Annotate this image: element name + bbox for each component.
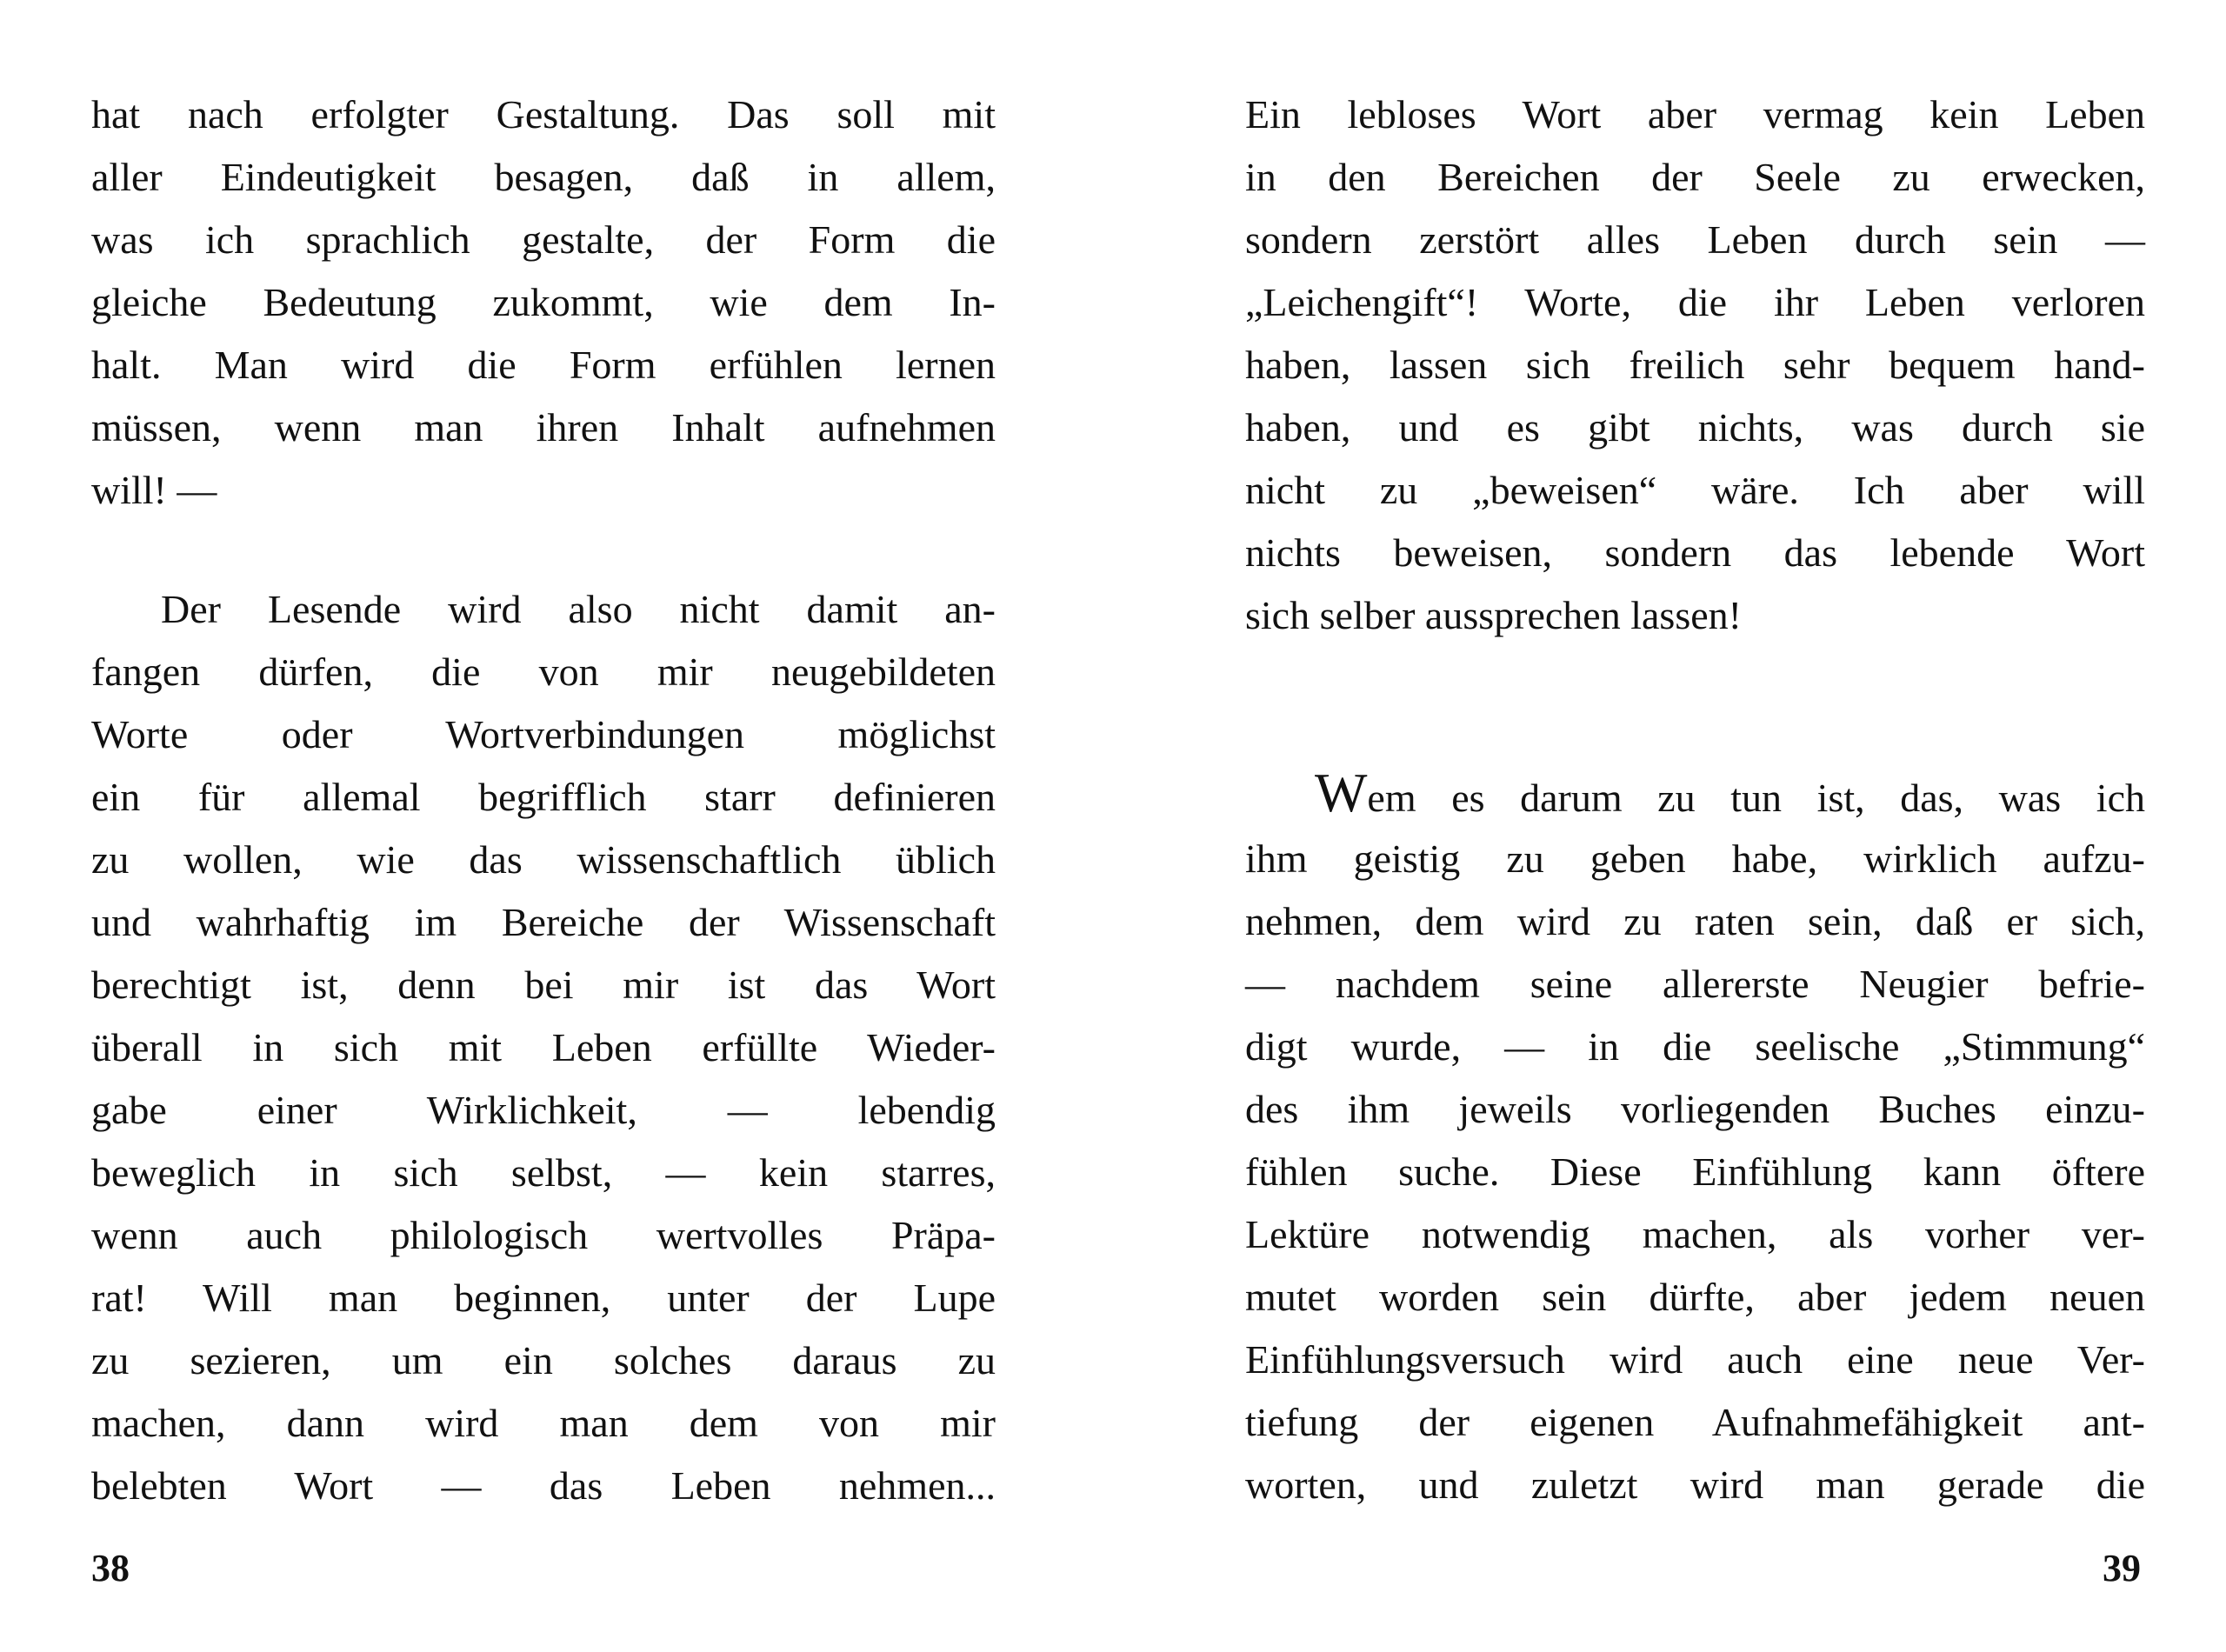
text-line: Lektüre notwendig machen, als vorher ver-: [1245, 1212, 2145, 1256]
text-line: zu wollen, wie das wissenschaftlich üblich: [91, 837, 996, 882]
text-line: digt wurde, — in die seelische „Stimmung“: [1245, 1024, 2145, 1069]
text-line: haben, lassen sich freilich sehr bequem hand-: [1245, 343, 2145, 387]
text-line: worten, und zuletzt wird man gerade die: [1245, 1462, 2145, 1507]
text-line: hat nach erfolgter Gestaltung. Das soll mit: [91, 92, 996, 137]
right-paragraph-2: [1245, 762, 2145, 1516]
text-line: nehmen, dem wird zu raten sein, daß er sich,: [1245, 899, 2145, 943]
text-line: ein für allemal begrifflich starr definieren: [91, 775, 996, 819]
text-line: berechtigt ist, denn bei mir ist das Wort: [91, 963, 996, 1007]
text-line: was ich sprachlich gestalte, der Form die: [91, 217, 996, 262]
drop-cap: W: [1315, 762, 1368, 823]
text-line: rat! Will man beginnen, unter der Lupe: [91, 1276, 996, 1320]
text-line: [1245, 762, 2145, 828]
text-line: Der Lesende wird also nicht damit an-: [161, 587, 996, 631]
text-line: Worte oder Wortverbindungen möglichst: [91, 712, 996, 756]
left-paragraph-2: [91, 578, 996, 1517]
text-line: nicht zu „beweisen“ wäre. Ich aber will: [1245, 468, 2145, 512]
left-paragraph-1: [91, 83, 996, 522]
text-line: Einfühlungsversuch wird auch eine neue Ver-: [1245, 1337, 2145, 1382]
text-line: belebten Wort — das Leben nehmen...: [91, 1463, 996, 1508]
text-line: sondern zerstört alles Leben durch sein —: [1245, 217, 2145, 262]
page-number-left: 38: [91, 1547, 130, 1589]
text-line: fangen dürfen, die von mir neugebildeten: [91, 649, 996, 694]
text-line: des ihm jeweils vorliegenden Buches einzu-: [1245, 1087, 2145, 1131]
text-line: überall in sich mit Leben erfüllte Wieder-: [91, 1025, 996, 1069]
text-line: gabe einer Wirklichkeit, — lebendig: [91, 1088, 996, 1132]
text-line: zu sezieren, um ein solches daraus zu: [91, 1338, 996, 1382]
text-line: müssen, wenn man ihren Inhalt aufnehmen: [91, 405, 996, 450]
text-line: beweglich in sich selbst, — kein starres,: [91, 1150, 996, 1195]
text-line: aller Eindeutigkeit besagen, daß in allem,: [91, 155, 996, 199]
text-line: ihm geistig zu geben habe, wirklich aufzu-: [1245, 836, 2145, 881]
text-line: in den Bereichen der Seele zu erwecken,: [1245, 155, 2145, 199]
text-line: mutet worden sein dürfte, aber jedem neuen: [1245, 1275, 2145, 1319]
page-number-right: 39: [2103, 1547, 2141, 1589]
text-line: tiefung der eigenen Aufnahmefähigkeit ant-: [1245, 1400, 2145, 1444]
text-line: haben, und es gibt nichts, was durch sie: [1245, 405, 2145, 450]
text-line: gleiche Bedeutung zukommt, wie dem In-: [91, 280, 996, 324]
text-line: halt. Man wird die Form erfühlen lernen: [91, 343, 996, 387]
right-paragraph-1: [1245, 83, 2145, 647]
text-line: sich selber aussprechen lassen!: [1245, 593, 1742, 637]
text-line: fühlen suche. Diese Einfühlung kann öftere: [1245, 1149, 2145, 1194]
text-line: und wahrhaftig im Bereiche der Wissenschaft: [91, 900, 996, 944]
text-line: will! —: [91, 468, 217, 512]
text-line: Ein lebloses Wort aber vermag kein Leben: [1245, 92, 2145, 137]
text-line: — nachdem seine allererste Neugier befrie-: [1245, 962, 2145, 1006]
text-line: wenn auch philologisch wertvolles Präpa-: [91, 1213, 996, 1257]
text-line: „Leichengift“! Worte, die ihr Leben verloren: [1245, 280, 2145, 324]
first-line-rest: em es darum zu tun ist, das, was ich: [1367, 776, 2145, 820]
text-line: machen, dann wird man dem von mir: [91, 1401, 996, 1445]
text-line: nichts beweisen, sondern das lebende Wort: [1245, 530, 2145, 575]
